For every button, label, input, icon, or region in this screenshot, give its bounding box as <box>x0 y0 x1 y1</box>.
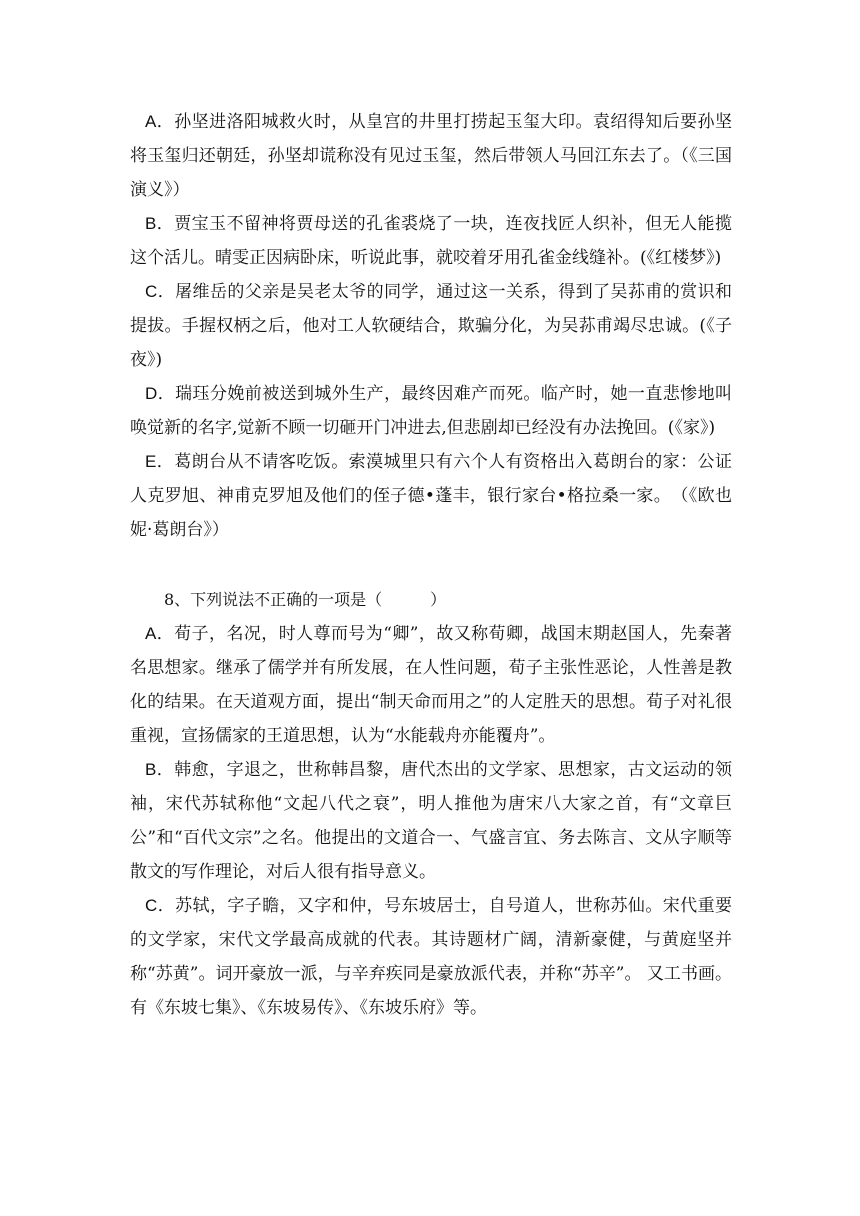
option-paragraph-e <box>130 445 732 547</box>
option-text: 孙坚进洛阳城救火时，从皇宫的井里打捞起玉玺大印。袁绍得知后要孙坚将玉玺归还朝廷，孙坚却谎称没有见过玉玺，然后带领人马回江东去了。（《三国演义》） <box>130 112 733 200</box>
option-label: D． <box>145 384 176 403</box>
option-paragraph-b <box>130 207 732 275</box>
question-option-c <box>130 889 732 1025</box>
document-body <box>130 105 732 1025</box>
question-option-a <box>130 617 732 753</box>
option-text: 苏轼，字子瞻，又字和仲，号东坡居士，自号道人，世称苏仙。宋代重要的文学家，宋代文学最高成就的代表。其诗题材广阔，清新豪健，与黄庭坚并称“苏黄”。词开豪放一派，与辛弃疾同是豪放派代表，并称“苏辛”。 又工书画。有《东坡七集》、《东坡易传》、《东坡乐府》等。 <box>130 896 732 1018</box>
option-label: C． <box>145 282 176 301</box>
option-text: 瑞珏分娩前被送到城外生产，最终因难产而死。临产时，她一直悲惨地叫唤觉新的名字,觉新不顾一切砸开门冲进去,但悲剧却已经没有办法挽回。(《家》) <box>130 384 732 438</box>
question-heading: 8、下列说法不正确的一项是（ ） <box>164 590 447 609</box>
option-label: A． <box>145 112 175 131</box>
option-label: C． <box>145 896 176 915</box>
option-paragraph-d <box>130 377 732 445</box>
question-option-b <box>130 753 732 889</box>
option-text: 韩愈，字退之，世称韩昌黎，唐代杰出的文学家、思想家，古文运动的领袖，宋代苏轼称他“文起八代之衰”，明人推他为唐宋八大家之首，有“文章巨公”和“百代文宗”之名。他提出的文道合一、气盛言宜、务去陈言、文从字顺等散文的写作理论，对后人很有指导意义。 <box>130 760 733 882</box>
option-text: 贾宝玉不留神将贾母送的孔雀裘烧了一块，连夜找匠人织补，但无人能揽这个活儿。晴雯正因病卧床，听说此事，就咬着牙用孔雀金线缝补。(《红楼梦》) <box>130 214 733 268</box>
option-text: 屠维岳的父亲是吴老太爷的同学，通过这一关系，得到了吴荪甫的赏识和提拔。手握权柄之后，他对工人软硬结合，欺骗分化，为吴荪甫竭尽忠诚。(《子夜》) <box>130 282 732 370</box>
paragraph-spacer <box>130 547 732 583</box>
option-paragraph-c <box>130 275 732 377</box>
option-label: A． <box>145 624 175 643</box>
option-text: 荀子，名况，时人尊而号为“卿”，故又称荀卿，战国末期赵国人，先秦著名思想家。继承了儒学并有所发展，在人性问题，荀子主张性恶论，人性善是教化的结果。在天道观方面，提出“制天命而用之”的人定胜天的思想。荀子对礼很重视，宣扬儒家的王道思想，认为“水能载舟亦能覆舟”。 <box>130 624 732 746</box>
option-text: 葛朗台从不请客吃饭。索漠城里只有六个人有资格出入葛朗台的家：公证人克罗旭、神甫克罗旭及他们的侄子德•蓬丰，银行家台•格拉桑一家。 （《欧也妮·葛朗台》） <box>130 452 733 540</box>
option-label: B． <box>145 214 175 233</box>
option-label: B． <box>145 760 175 779</box>
option-paragraph-a <box>130 105 732 207</box>
option-label: E． <box>145 452 175 471</box>
